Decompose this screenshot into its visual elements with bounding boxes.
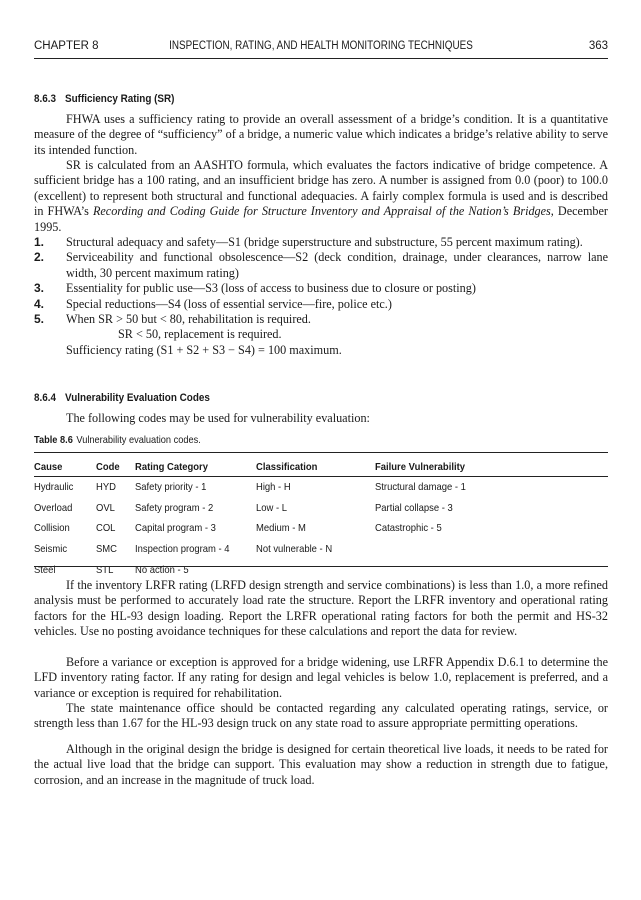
paragraph: If the inventory LRFR rating (LRFD design strength and service combinations) is less than 1.0, a more refined analysis must be performed to accurately load rate the structure. Report the LRFR inventory and operational rating factors for the HL-93 design loading. Report the LRFR operational rating factors for both the permit and HS-32 vehicles. Use no posting avoidance techniques for these calculations and report the data for review. (34, 578, 608, 639)
table-row (34, 477, 608, 498)
table-header-row (34, 457, 608, 477)
paragraph: Although in the original design the bridge is designed for certain theoretical live loads, it needs to be rated for the actual live load that the bridge can support. This evaluation may show a reduction in strength due to fatigue, corrosion, and an increase in the magnitude of truck load. (34, 742, 608, 787)
table-cell: COL (96, 522, 116, 535)
paragraph: FHWA uses a sufficiency rating to provide an overall assessment of a bridge’s condition. It is a quantitative measure of the degree of “sufficiency” of a bridge, a numeric value which indicates a bridge’s relative ability to serve its intended function. (34, 112, 608, 157)
publication-title: Recording and Coding Guide for Structure Inventory and Appraisal of the Nation’s Bridges, (92, 204, 554, 219)
section-number: 8.6.4 (34, 392, 57, 404)
table-cell: OVL (96, 501, 115, 514)
chapter-label: CHAPTER 8 (34, 40, 99, 52)
table-cell: Safety priority - 1 (135, 481, 207, 494)
table-cell: Collision (34, 522, 70, 535)
sufficiency-formula: Sufficiency rating (S1 + S2 + S3 − S4) = 100 maximum. (66, 342, 342, 357)
list-item (34, 281, 608, 296)
list-text: Serviceability and functional obsolescence—S2 (deck condition, drainage, under clearances, narrow lane width, 30 percent maximum rating) (66, 250, 608, 280)
section-number: 8.6.3 (34, 93, 57, 105)
list-text: Structural adequacy and safety—S1 (bridge superstructure and substructure, 55 percent maximum rating). (66, 235, 583, 249)
table-cell (375, 559, 608, 580)
table-cell: Not vulnerable - N (256, 543, 333, 556)
table-cell: Seismic (34, 543, 68, 556)
table-row (34, 559, 608, 580)
section-heading-8-6-4 (34, 392, 210, 404)
list-text: When SR > 50 but < 80, rehabilitation is required. (66, 312, 311, 327)
table-cell: Catastrophic - 5 (375, 522, 442, 535)
table-cell (375, 539, 608, 560)
chapter-title: INSPECTION, RATING, AND HEALTH MONITORING TECHNIQUES (169, 40, 473, 52)
list-item (34, 235, 608, 250)
section-title: Sufficiency Rating (SR) (65, 93, 175, 105)
table-cell: Steel (34, 563, 56, 576)
page-number: 363 (588, 40, 608, 52)
column-header: Failure Vulnerability (375, 461, 465, 473)
numbered-list (34, 235, 608, 358)
section-heading-8-6-3 (34, 93, 174, 105)
table-label: Table 8.6 (34, 434, 73, 446)
paragraph (34, 158, 608, 235)
list-item (34, 312, 608, 327)
list-subline: SR < 50, replacement is required. (118, 327, 282, 342)
table-cell: Capital program - 3 (135, 522, 216, 535)
list-number: 5. (34, 312, 45, 327)
table-cell: Overload (34, 501, 73, 514)
paragraph: Before a variance or exception is approved for a bridge widening, use LRFR Appendix D.6.1 to determine the LFD inventory rating factor. If any rating for design and legal vehicles is below 1.0, replacement is preferred, and a variance or exception is required for rehabilitation. (34, 655, 608, 700)
table-cell: High - H (256, 481, 291, 494)
table-header-rule (34, 476, 608, 477)
table-row (34, 498, 608, 519)
paragraph-text: December 1995. (34, 204, 608, 234)
column-header: Code (96, 461, 120, 473)
table-cell: No action - 5 (135, 563, 189, 576)
list-item (34, 297, 608, 312)
paragraph: The state maintenance office should be contacted regarding any calculated operating ratings, service, or strength less than 1.67 for the HL-93 design truck on any state road to assure appropriate permitting operations. (34, 701, 608, 731)
column-header: Classification (256, 461, 318, 473)
paragraph: The following codes may be used for vulnerability evaluation: (66, 411, 370, 425)
column-header: Rating Category (135, 461, 208, 473)
column-header: Cause (34, 461, 63, 473)
list-item (34, 250, 608, 281)
header-rule (34, 58, 608, 59)
list-number: 3. (34, 281, 45, 296)
table-caption (34, 434, 201, 446)
table-cell: STL (96, 563, 114, 576)
list-text: Special reductions—S4 (loss of essential service—fire, police etc.) (66, 296, 392, 311)
table-cell: Structural damage - 1 (375, 481, 466, 494)
table-cell: SMC (96, 543, 118, 556)
running-header (34, 40, 608, 56)
list-number: 4. (34, 296, 45, 311)
table-cell: Low - L (256, 501, 287, 514)
section-title: Vulnerability Evaluation Codes (65, 392, 210, 404)
list-number: 2. (34, 250, 45, 265)
list-text: Essentiality for public use—S3 (loss of access to business due to closure or posting) (66, 281, 476, 296)
table-cell: HYD (96, 481, 116, 494)
table-top-rule (34, 452, 608, 453)
table-caption-text: Vulnerability evaluation codes. (76, 434, 201, 446)
table-cell: Safety program - 2 (135, 501, 214, 514)
table-cell: Hydraulic (34, 481, 74, 494)
table-cell (256, 559, 375, 580)
paragraph-text: SR is calculated from an AASHTO formula, which evaluates the factors indicative of bridge competence. A sufficient bridge has a 100 rating, and an insufficient bridge has zero. A number is assigned from 0.0 (poor) to 100.0 (excellent) to represent both structural and functional adequacies. A fairly complex formula is used and is described in FHWA’s (34, 158, 608, 219)
table-cell: Inspection program - 4 (135, 543, 230, 556)
list-number: 1. (34, 235, 45, 249)
table-bottom-rule (34, 566, 608, 567)
table-cell: Partial collapse - 3 (375, 501, 453, 514)
table-row (34, 518, 608, 539)
table-row (34, 539, 608, 560)
table-cell: Medium - M (256, 522, 306, 535)
